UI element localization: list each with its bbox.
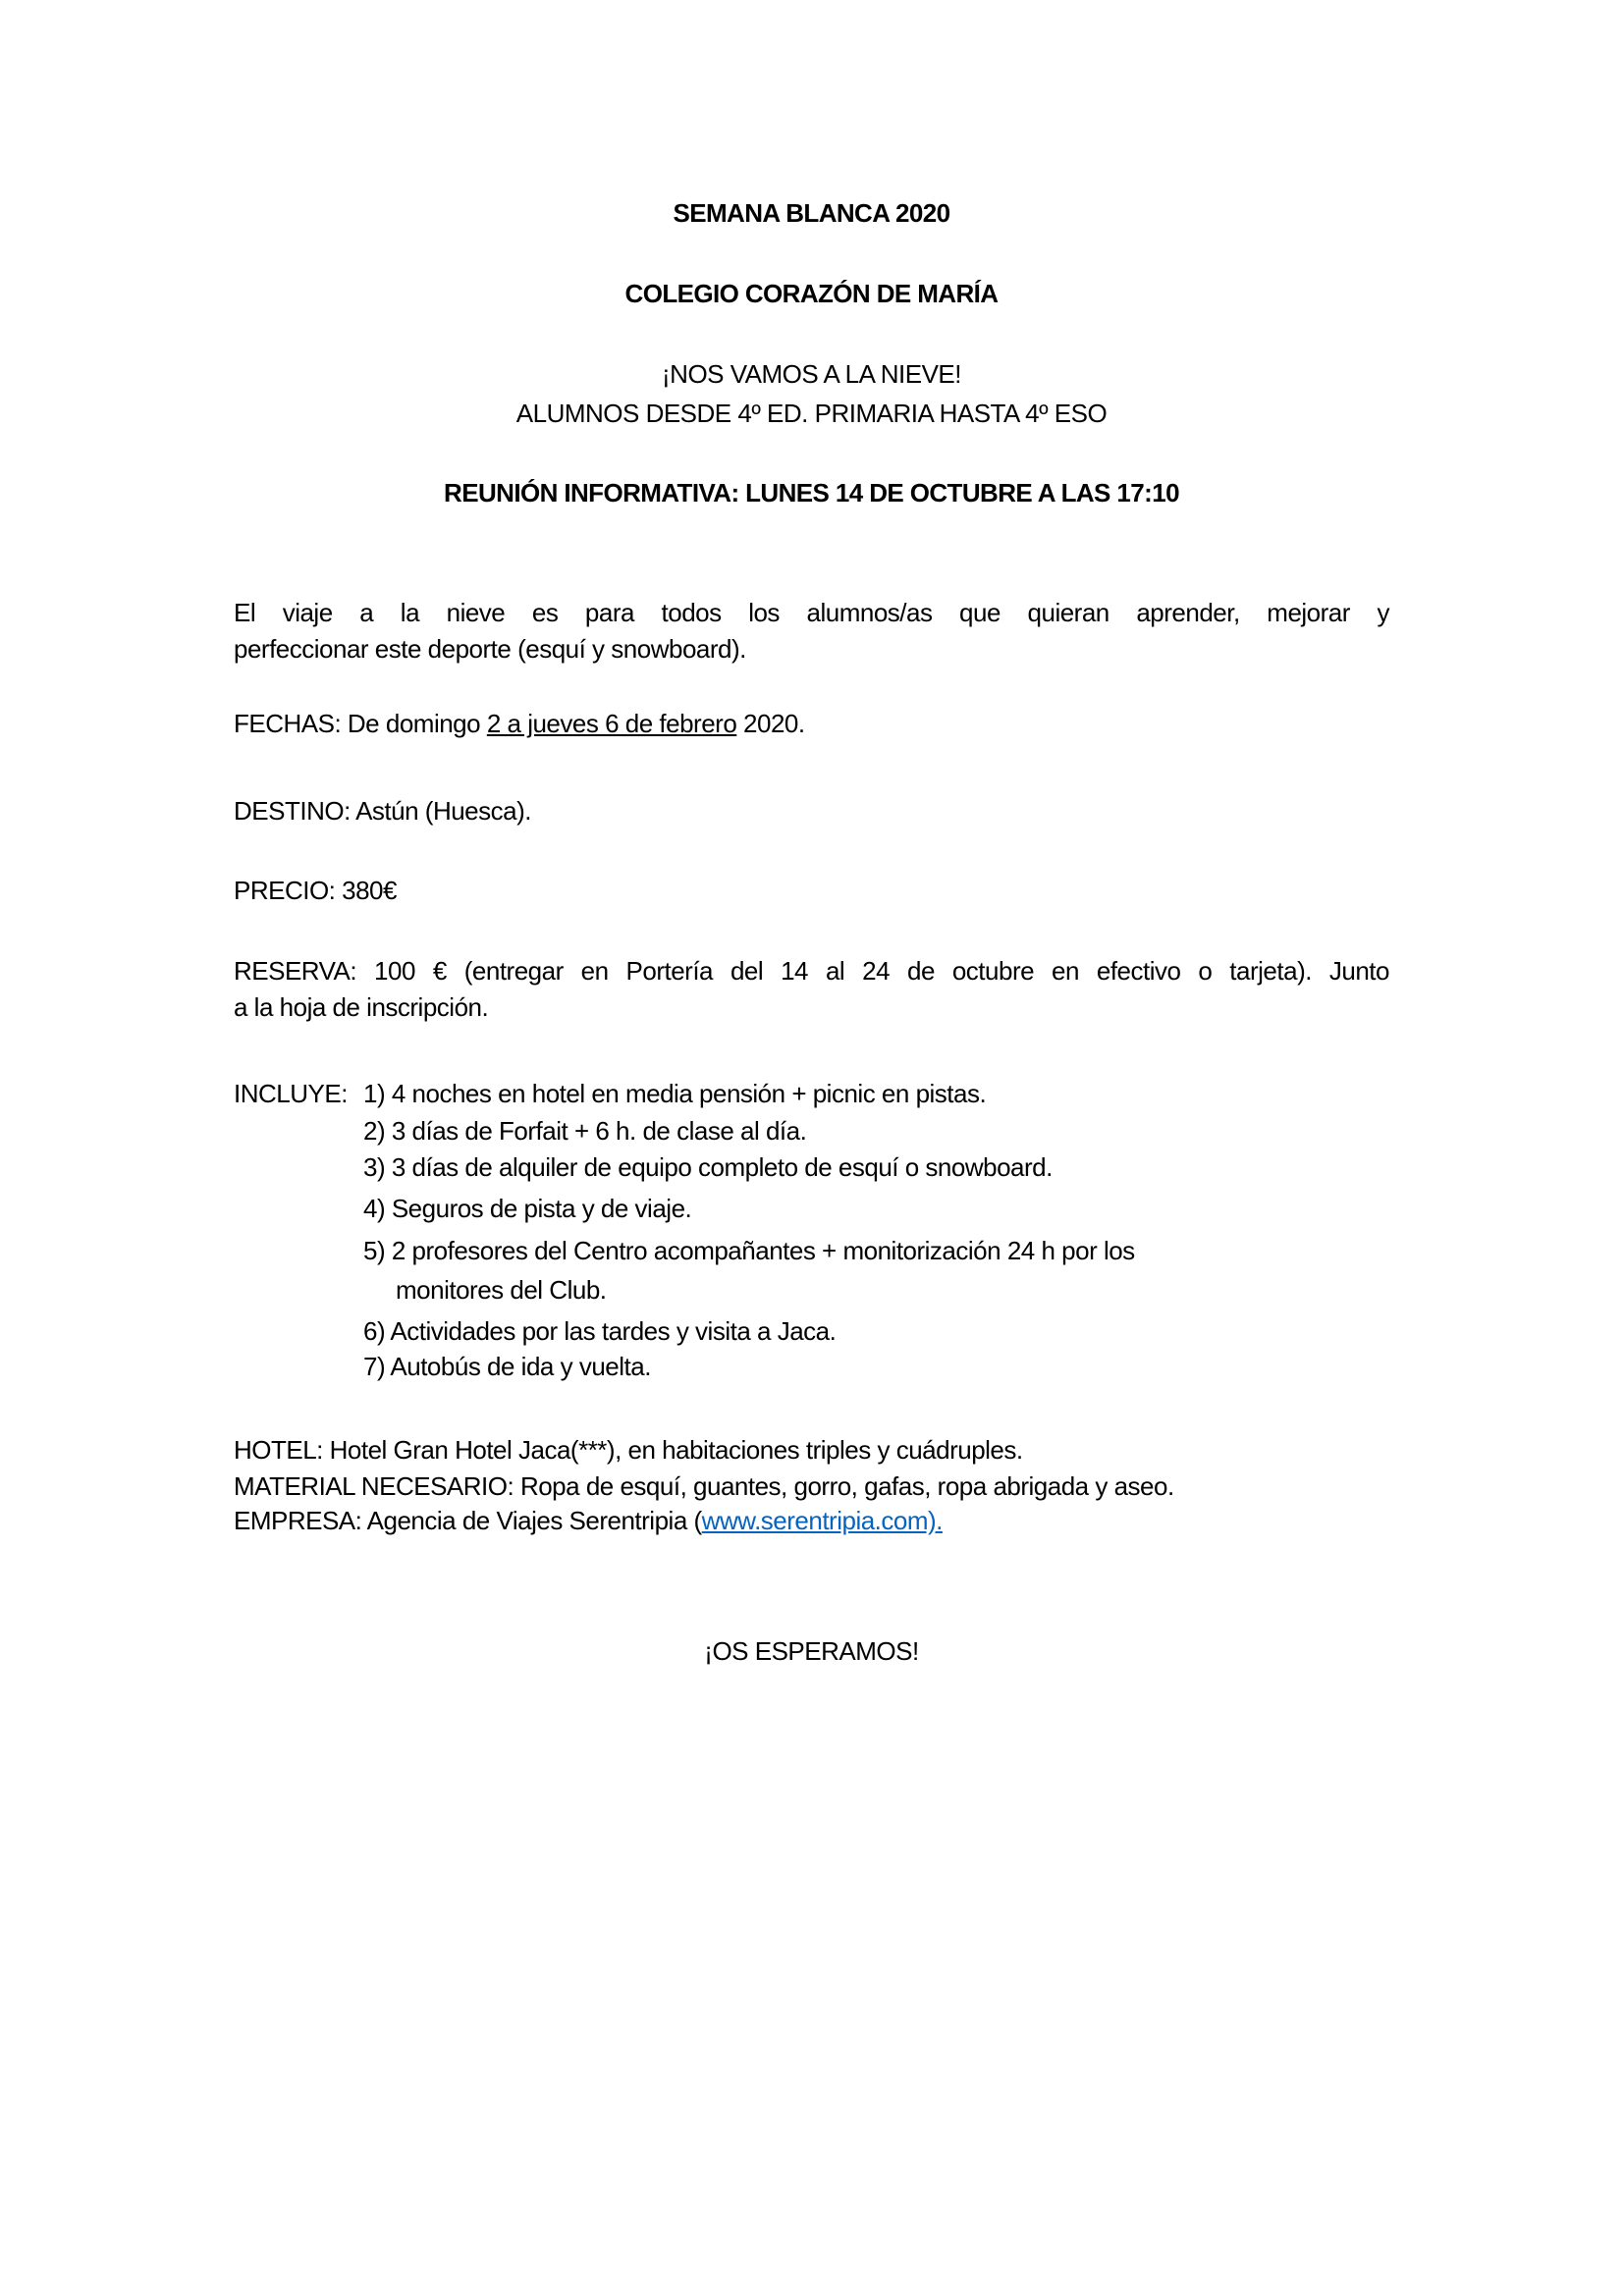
incluye-label: INCLUYE: <box>234 1079 348 1108</box>
destino: DESTINO: Astún (Huesca). <box>234 796 531 826</box>
intro-line-1: El viaje a la nieve es para todos los alumnos/as que quieran aprender, mejorar y <box>234 598 1389 627</box>
document-title: SEMANA BLANCA 2020 <box>673 198 950 228</box>
incluye-item-1: 1) 4 noches en hotel en media pensión + picnic en pistas. <box>363 1079 987 1108</box>
fechas-label: FECHAS: De domingo <box>234 709 487 738</box>
incluye-item-2: 2) 3 días de Forfait + 6 h. de clase al día. <box>363 1116 807 1146</box>
intro-line-2: perfeccionar este deporte (esquí y snowboard). <box>234 634 746 664</box>
fechas-year: 2020. <box>736 709 805 738</box>
fechas-dates: 2 a jueves 6 de febrero <box>486 709 737 738</box>
audience: ALUMNOS DESDE 4º ED. PRIMARIA HASTA 4º ESO <box>515 399 1108 428</box>
incluye-item-7: 7) Autobús de ida y vuelta. <box>363 1352 651 1381</box>
hotel: HOTEL: Hotel Gran Hotel Jaca(***), en habitaciones triples y cuádruples. <box>234 1435 1023 1465</box>
reserva-line-2: a la hoja de inscripción. <box>234 992 489 1022</box>
incluye-item-3: 3) 3 días de alquiler de equipo completo de esquí o snowboard. <box>363 1152 1053 1182</box>
fechas <box>234 709 805 738</box>
incluye-item-5-continuation: monitores del Club. <box>396 1275 607 1305</box>
incluye-item-5: 5) 2 profesores del Centro acompañantes + monitorización 24 h por los <box>363 1236 1135 1265</box>
incluye-item-4: 4) Seguros de pista y de viaje. <box>363 1194 692 1223</box>
empresa-label: EMPRESA: Agencia de Viajes Serentripia ( <box>234 1506 702 1535</box>
empresa <box>234 1506 943 1535</box>
material-necesario: MATERIAL NECESARIO: Ropa de esquí, guantes, gorro, gafas, ropa abrigada y aseo. <box>234 1471 1174 1501</box>
school-name: COLEGIO CORAZÓN DE MARÍA <box>624 279 999 308</box>
meeting-info: REUNIÓN INFORMATIVA: LUNES 14 DE OCTUBRE A LAS 17:10 <box>444 478 1179 507</box>
tagline: ¡NOS VAMOS A LA NIEVE! <box>662 359 961 389</box>
empresa-website-link[interactable]: www.serentripia.com). <box>701 1506 943 1535</box>
incluye-item-6: 6) Actividades por las tardes y visita a Jaca. <box>363 1316 837 1346</box>
closing-message: ¡OS ESPERAMOS! <box>704 1636 919 1666</box>
reserva-line-1: RESERVA: 100 € (entregar en Portería del 14 al 24 de octubre en efectivo o tarjeta). Junto <box>234 956 1389 986</box>
precio: PRECIO: 380€ <box>234 876 397 905</box>
